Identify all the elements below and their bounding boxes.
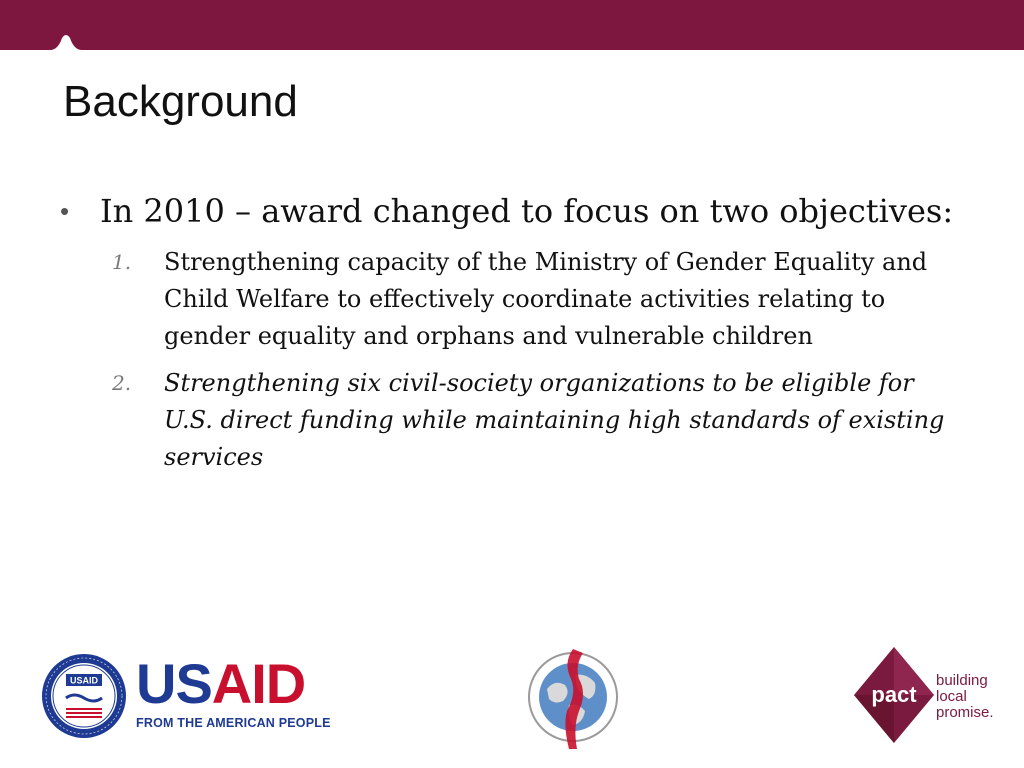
pact-logo: [852, 645, 1012, 750]
bullet-icon: •: [60, 196, 70, 226]
objectives-list: [60, 244, 960, 476]
slide-title: Background: [63, 77, 298, 126]
slide-body: [60, 190, 960, 486]
svg-text:pact: pact: [871, 682, 917, 707]
usaid-tagline: FROM THE AMERICAN PEOPLE: [136, 716, 331, 730]
svg-text:USAID: USAID: [69, 675, 99, 686]
usaid-logo: [40, 648, 340, 748]
objective-number: 2.: [112, 371, 132, 395]
usaid-wordmark: USAID: [136, 652, 306, 715]
objective-item-1: [60, 244, 960, 355]
objective-item-2: [60, 365, 960, 476]
pact-diamond-icon: [852, 645, 936, 745]
objective-number: 1.: [112, 250, 132, 274]
bullet-item: [60, 190, 960, 232]
bullet-text: In 2010 – award changed to focus on two objectives:: [100, 192, 954, 230]
header-band: [0, 0, 1024, 54]
pepfar-seal-icon: [525, 645, 621, 755]
pact-tagline: building local promise.: [936, 672, 994, 721]
usaid-seal-icon: [40, 652, 128, 740]
objective-text: Strengthening six civil-society organizations to be eligible for U.S. direct funding while maintaining high standards of existing services: [164, 369, 945, 471]
objective-text: Strengthening capacity of the Ministry of Gender Equality and Child Welfare to effectively coordinate activities relating to gender equality and orphans and vulnerable children: [164, 248, 928, 350]
